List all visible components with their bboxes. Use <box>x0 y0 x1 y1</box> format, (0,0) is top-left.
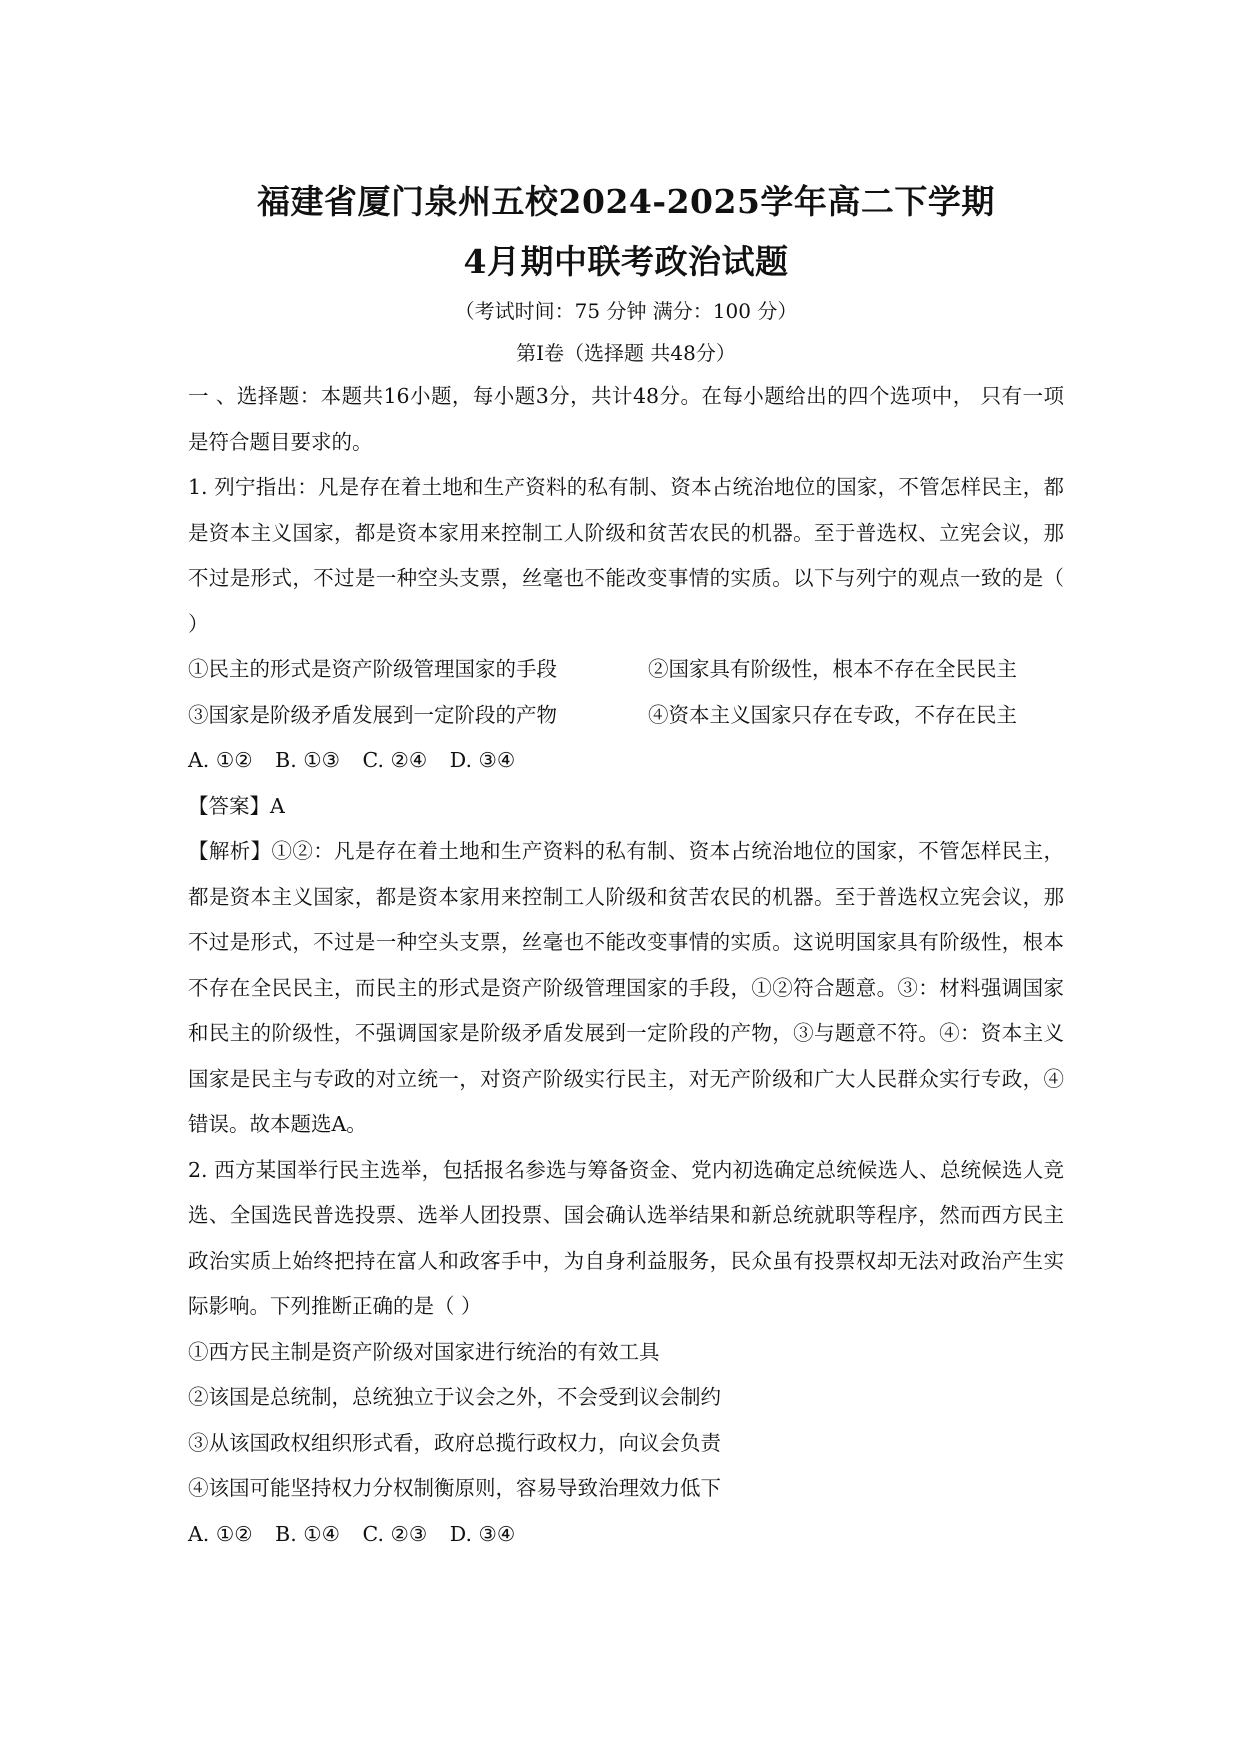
question-2 <box>188 1148 1064 1558</box>
q1-choice-c: C. ②④ <box>362 748 428 772</box>
instructions: 一 、选择题：本题共16小题，每小题3分，共计48分。在每小题给出的四个选项中， 只有一项是符合题目要求的。 <box>188 384 1064 454</box>
question-1-answer: 【答案】A <box>188 793 285 818</box>
q2-option-3: ③从该国政权组织形式看，政府总揽行政权力，向议会负责 <box>188 1430 721 1455</box>
q1-option-1: ①民主的形式是资产阶级管理国家的手段 <box>188 657 557 681</box>
q2-choice-a: A. ①② <box>188 1521 253 1546</box>
q1-choice-b: B. ①③ <box>275 748 340 772</box>
section-title: 第I卷（选择题 共48分） <box>516 341 736 365</box>
q2-choice-c: C. ②③ <box>362 1521 428 1546</box>
question-1-options <box>188 647 1064 738</box>
question-1-choices <box>188 738 1064 784</box>
question-1 <box>188 465 1064 1148</box>
exam-info: （考试时间：75 分钟 满分：100 分） <box>454 299 798 323</box>
q2-choice-b: B. ①④ <box>275 1521 340 1546</box>
q2-option-2: ②该国是总统制，总统独立于议会之外，不会受到议会制约 <box>188 1385 721 1409</box>
q1-choice-a: A. ①② <box>188 748 253 772</box>
question-1-stem: 1. 列宁指出：凡是存在着土地和生产资料的私有制、资本占统治地位的国家，不管怎样民主，都是资本主义国家，都是资本家用来控制工人阶级和贫苦农民的机器。至于普选权、立宪会议，那不过是形式，不过是一种空头支票，丝毫也不能改变事情的实质。以下与列宁的观点一致的是（ ） <box>188 475 1064 636</box>
q1-choice-d: D. ③④ <box>449 748 516 772</box>
q1-option-2: ②国家具有阶级性，根本不存在全民民主 <box>648 657 1017 681</box>
title-line-1: 福建省厦门泉州五校2024-2025学年高二下学期 <box>257 182 995 221</box>
page-content <box>188 172 1064 1557</box>
question-2-choices <box>188 1512 1064 1558</box>
q2-option-1: ①西方民主制是资产阶级对国家进行统治的有效工具 <box>188 1339 660 1364</box>
q2-option-4: ④该国可能坚持权力分权制衡原则，容易导致治理效力低下 <box>188 1476 721 1500</box>
question-2-stem: 2. 西方某国举行民主选举，包括报名参选与筹备资金、党内初选确定总统候选人、总统候选人竞选、全国选民普选投票、选举人团投票、国会确认选举结果和新总统就职等程序，然而西方民主政治实质上始终把持在富人和政客手中，为自身利益服务，民众虽有投票权却无法对政治产生实际影响。下列推断正确的是（ ） <box>188 1157 1064 1318</box>
question-1-analysis: 【解析】①②：凡是存在着土地和生产资料的私有制、资本占统治地位的国家，不管怎样民主，都是资本主义国家，都是资本家用来控制工人阶级和贫苦农民的机器。至于普选权立宪会议，那不过是形式，不过是一种空头支票，丝毫也不能改变事情的实质。这说明国家具有阶级性，根本不存在全民民主，而民主的形式是资产阶级管理国家的手段，①②符合题意。③：材料强调国家和民主的阶级性，不强调国家是阶级矛盾发展到一定阶段的产物，③与题意不符。④：资本主义国家是民主与专政的对立统一，对资产阶级实行民主，对无产阶级和广大人民群众实行专政，④错误。故本题选A。 <box>188 839 1064 1136</box>
q2-choice-d: D. ③④ <box>449 1521 516 1546</box>
q1-option-3: ③国家是阶级矛盾发展到一定阶段的产物 <box>188 702 557 727</box>
q1-option-4: ④资本主义国家只存在专政，不存在民主 <box>648 702 1017 727</box>
title-line-2: 4月期中联考政治试题 <box>463 242 789 281</box>
